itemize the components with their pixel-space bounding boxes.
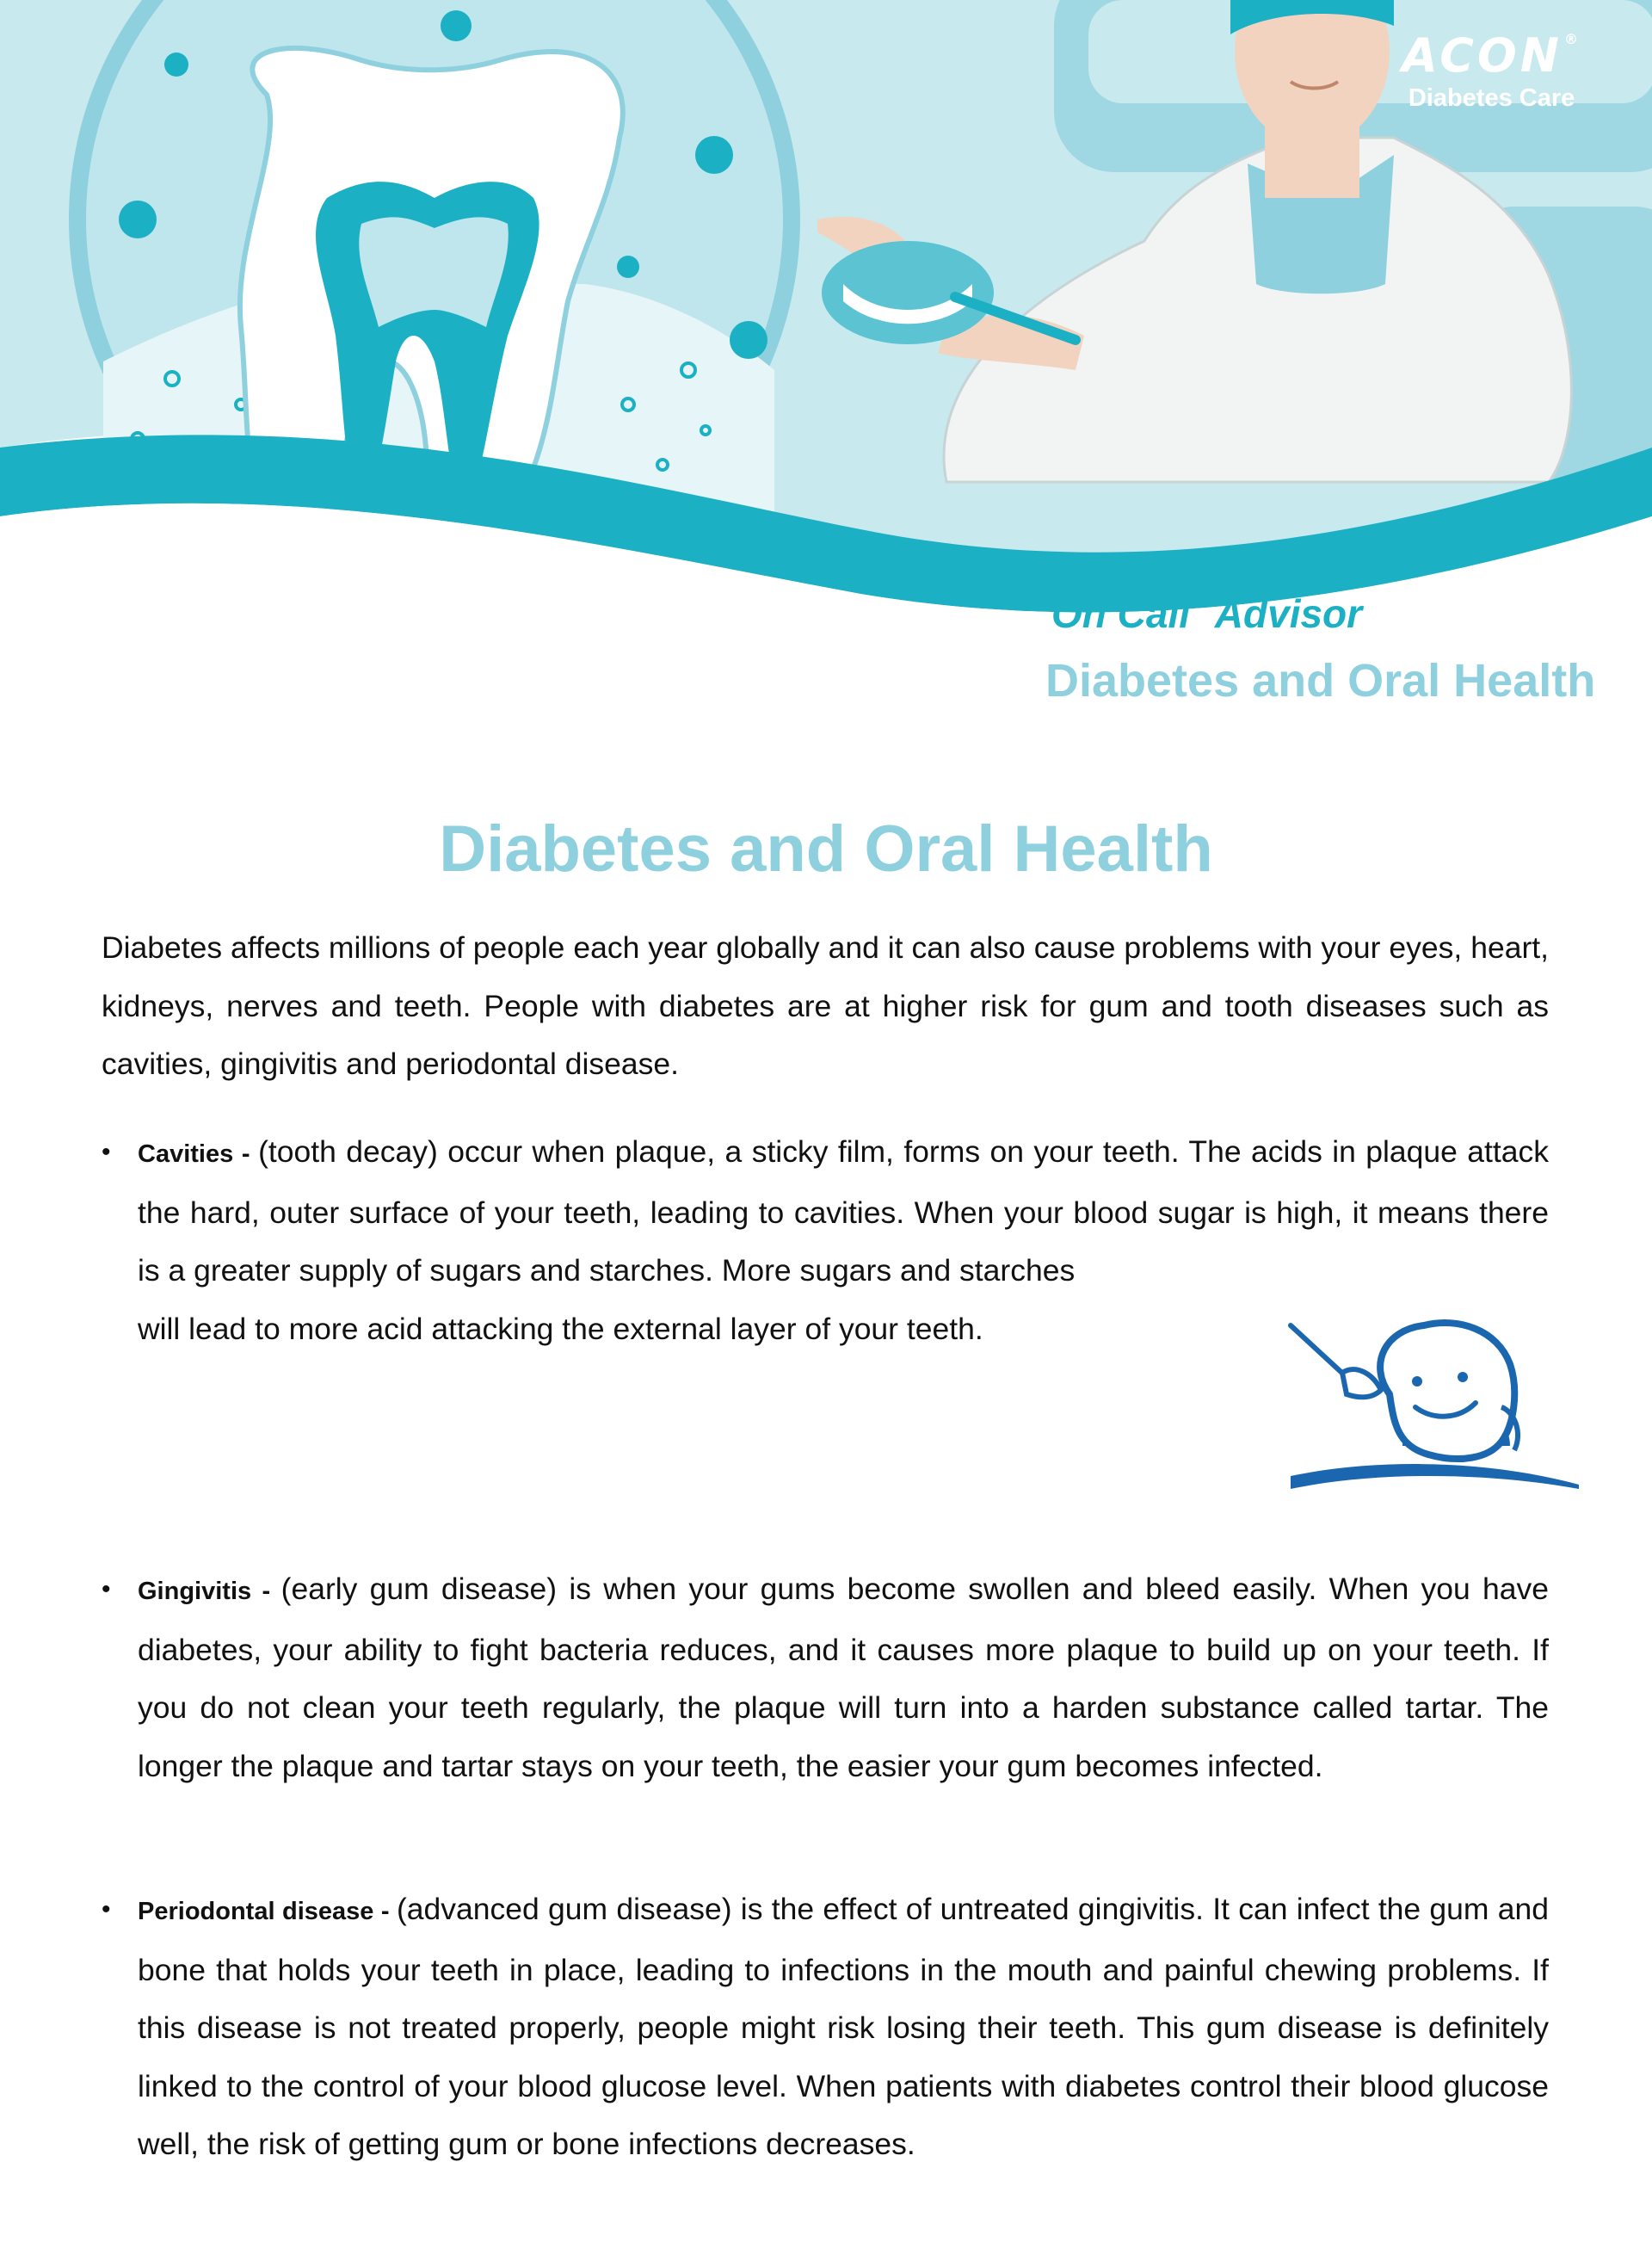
series-name: On Call® Advisor (1051, 589, 1363, 636)
brand-logo (1402, 28, 1581, 113)
acon-logo: ACON ® (1402, 28, 1581, 83)
page-title: Diabetes and Oral Health (439, 812, 1213, 886)
tooth-mascot-icon (1286, 1312, 1583, 1498)
bullet-term: Cavities - (138, 1140, 259, 1168)
bullet-periodontal (102, 1881, 1549, 2174)
bullet-gingivitis (102, 1560, 1549, 1795)
bullet-term: Gingivitis - (138, 1578, 281, 1605)
intro-paragraph: Diabetes affects millions of people each year globally and it can also cause problems with your eyes, heart, kidneys, nerves and teeth. People with diabetes are at higher risk for gum and tooth diseases such as cavities, gingivitis and periodontal disease. (102, 930, 1549, 1081)
bullet-term: Periodontal disease - (138, 1898, 397, 1925)
bullet-marker: • (102, 1895, 111, 1924)
bullet-text: Gingivitis - (early gum disease) is when your gums become swollen and bleed easily. When you have diabetes, your ability to fight bacteria reduces, and it causes more plaque to build up on your teeth. If you do not clean your teeth regularly, the plaque will turn into a harden substance called tartar. The longer the plaque and tartar stays on your teeth, the easier your gum becomes infected. (138, 1572, 1549, 1783)
bullet-marker: • (102, 1575, 111, 1603)
bullet-marker: • (102, 1138, 111, 1166)
series-topic: Diabetes and Oral Health (1045, 655, 1596, 707)
bullet-text: Cavities - (tooth decay) occur when plaque, a sticky film, forms on your teeth. The acids in plaque attack the hard, outer surface of your teeth, leading to cavities. When your blood sugar is high, it means there is a greater supply of sugars and starches. More sugars and starches will lead to more acid attacking the external layer of your teeth. (138, 1134, 1549, 1346)
brand-division: Diabetes Care (1408, 84, 1575, 112)
bullet-text: Periodontal disease - (advanced gum disease) is the effect of untreated gingivitis. It can infect the gum and bone that holds your teeth in place, leading to infections in the mouth and painful chewing problems. If this disease is not treated properly, people might risk losing their teeth. This gum disease is definitely linked to the control of your blood glucose level. When patients with diabetes control their blood glucose well, the risk of getting gum or bone infections decreases. (138, 1892, 1549, 2161)
